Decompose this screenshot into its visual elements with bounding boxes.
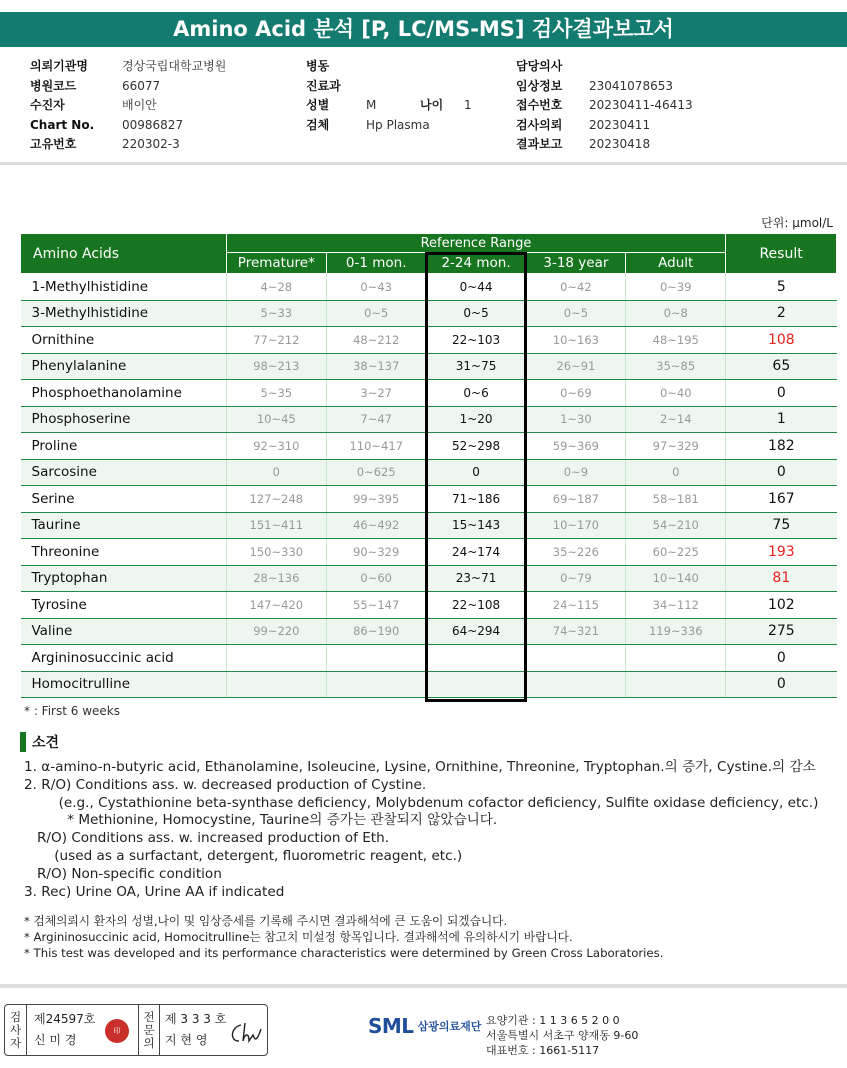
examiner-label-1: 검 (9, 1009, 22, 1024)
amino-acid-name: Tryptophan (21, 565, 227, 592)
remark-line: R/O) Conditions ass. w. increased production of Eth. (24, 830, 390, 847)
remark-line: 3. Rec) Urine OA, Urine AA if indicated (24, 883, 285, 900)
amino-acid-name: 1-Methylhistidine (21, 274, 227, 301)
examiner-info (34, 1009, 95, 1051)
reference-range-cell: 97~329 (626, 433, 726, 460)
sml-logo-mark: SML (368, 1014, 414, 1038)
specialist-label-2: 문 (143, 1022, 155, 1037)
reference-range-cell: 0~625 (326, 459, 426, 486)
result-value: 167 (726, 486, 837, 513)
receipt-no-value: 20230411-46413 (589, 98, 693, 112)
lab-phone: 대표번호 : 1661-5117 (486, 1044, 600, 1057)
reference-range-cell (526, 671, 626, 698)
lab-contact (486, 1013, 638, 1058)
requesting-institution-label: 의뢰기관명 (30, 59, 88, 73)
reference-range-cell: 0~39 (626, 274, 726, 301)
table-row (21, 539, 837, 566)
premature-footnote: * : First 6 weeks (24, 704, 120, 718)
reference-range-cell: 3~27 (326, 380, 426, 407)
result-value: 0 (726, 380, 837, 407)
table-row (21, 327, 837, 354)
reference-range-cell: 0~5 (526, 300, 626, 327)
report-title: Amino Acid 분석 [P, LC/MS-MS] 검사결과보고서 (0, 12, 847, 47)
reference-range-cell: 77~212 (226, 327, 326, 354)
specialist-label (138, 1005, 160, 1055)
amino-acid-name: Phenylalanine (21, 353, 227, 380)
reference-range-cell: 22~108 (426, 592, 526, 619)
reference-range-cell: 24~115 (526, 592, 626, 619)
reference-range-cell (526, 645, 626, 672)
reference-range-cell: 0~8 (626, 300, 726, 327)
result-value: 275 (726, 618, 837, 645)
examiner-id: 제24597호 (34, 1012, 96, 1026)
reference-range-cell: 59~369 (526, 433, 626, 460)
reference-range-cell: 151~411 (226, 512, 326, 539)
reference-range-cell: 150~330 (226, 539, 326, 566)
header-result: Result (726, 234, 837, 274)
reference-range-cell: 86~190 (326, 618, 426, 645)
amino-acid-name: Threonine (21, 539, 227, 566)
receipt-no-label: 접수번호 (516, 98, 563, 112)
result-value: 5 (726, 274, 837, 301)
amino-acid-name: Homocitrulline (21, 671, 227, 698)
table-row (21, 592, 837, 619)
amino-acid-name: Sarcosine (21, 459, 227, 486)
chart-no-label: Chart No. (30, 117, 95, 132)
result-value: 1 (726, 406, 837, 433)
reference-range-cell: 0~42 (526, 274, 626, 301)
report-date-label: 결과보고 (516, 137, 563, 151)
reference-range-cell: 48~195 (626, 327, 726, 354)
remarks-title: 소견 (32, 735, 60, 751)
sex-value: M (366, 98, 377, 112)
ward-label: 병동 (306, 59, 330, 73)
hospital-code-label: 병원코드 (30, 78, 77, 93)
reference-range-cell: 52~298 (426, 433, 526, 460)
amino-acid-name: 3-Methylhistidine (21, 300, 227, 327)
section-divider (0, 162, 847, 165)
reference-range-cell: 69~187 (526, 486, 626, 513)
header-amino-acids: Amino Acids (21, 234, 227, 274)
remark-line: (used as a surfactant, detergent, fluorometric reagent, etc.) (24, 847, 463, 864)
reference-range-cell: 0 (626, 459, 726, 486)
reference-range-cell: 1~20 (426, 406, 526, 433)
remarks-heading-bar (20, 732, 26, 752)
requesting-institution-value: 경상국립대학교병원 (122, 59, 227, 73)
examiner-name: 신 미 경 (34, 1033, 77, 1047)
remarks-heading (20, 732, 59, 752)
table-row (21, 300, 837, 327)
info-column-3 (516, 57, 693, 155)
header-reference-range: Reference Range (226, 234, 725, 253)
amino-acid-name: Phosphoethanolamine (21, 380, 227, 407)
patient-name-value: 배이안 (122, 98, 157, 112)
header-2-24-mon: 2-24 mon. (426, 253, 526, 274)
seal-stamp: 印 (105, 1019, 129, 1043)
age-value: 1 (464, 98, 472, 112)
reference-range-cell: 0~5 (326, 300, 426, 327)
reference-range-cell: 71~186 (426, 486, 526, 513)
specialist-label-1: 전 (143, 1009, 155, 1024)
reference-range-cell: 10~140 (626, 565, 726, 592)
amino-acid-name: Ornithine (21, 327, 227, 354)
reference-range-cell: 92~310 (226, 433, 326, 460)
amino-acid-table (20, 233, 837, 698)
reference-range-cell (426, 645, 526, 672)
note-line: * 검체의뢰시 환자의 성별,나이 및 임상증세를 기록해 주시면 결과해석에 큰 도움이 되겠습니다. (24, 914, 508, 928)
age-label: 나이 (420, 98, 444, 112)
table-row (21, 671, 837, 698)
reference-range-cell: 0~40 (626, 380, 726, 407)
reference-range-cell: 127~248 (226, 486, 326, 513)
result-value: 0 (726, 645, 837, 672)
specimen-label: 검체 (306, 117, 330, 132)
reference-range-cell: 119~336 (626, 618, 726, 645)
amino-acid-name: Argininosuccinic acid (21, 645, 227, 672)
header-3-18-year: 3-18 year (526, 253, 626, 274)
reference-range-cell: 24~174 (426, 539, 526, 566)
request-date-value: 20230411 (589, 117, 651, 132)
reference-range-cell (426, 671, 526, 698)
clinical-info-label: 임상정보 (516, 78, 563, 93)
unique-no-value: 220302-3 (122, 137, 180, 151)
reference-range-cell (626, 645, 726, 672)
remark-line: * Methionine, Homocystine, Taurine의 증가는 관찰되지 않았습니다. (24, 812, 498, 829)
amino-acid-name: Proline (21, 433, 227, 460)
info-column-2 (306, 57, 472, 135)
specialist-name: 지 현 영 (165, 1033, 208, 1047)
reference-range-cell: 10~45 (226, 406, 326, 433)
reference-range-cell: 0~43 (326, 274, 426, 301)
request-date-label: 검사의뢰 (516, 117, 563, 132)
reference-range-cell: 64~294 (426, 618, 526, 645)
reference-range-cell: 5~35 (226, 380, 326, 407)
lab-address: 서울특별시 서초구 양재동 9-60 (486, 1029, 639, 1042)
note-line: * Argininosuccinic acid, Homocitrulline는 참고치 미설정 항목입니다. 결과해석에 유의하시기 바랍니다. (24, 930, 573, 945)
result-value: 102 (726, 592, 837, 619)
report-date-value: 20230418 (589, 137, 651, 151)
result-value: 0 (726, 459, 837, 486)
lab-name: 삼광의료재단 (417, 1020, 482, 1033)
result-value: 2 (726, 300, 837, 327)
reference-range-cell: 60~225 (626, 539, 726, 566)
examiner-label-2: 사 (9, 1022, 22, 1037)
result-value: 182 (726, 433, 837, 460)
dept-label: 진료과 (306, 78, 341, 93)
reference-range-cell: 58~181 (626, 486, 726, 513)
reference-range-cell: 147~420 (226, 592, 326, 619)
amino-acid-name: Taurine (21, 512, 227, 539)
reference-range-cell: 0 (226, 459, 326, 486)
reference-range-cell: 48~212 (326, 327, 426, 354)
specialist-label-3: 의 (143, 1035, 155, 1050)
reference-range-cell: 46~492 (326, 512, 426, 539)
remark-line: 1. α-amino-n-butyric acid, Ethanolamine, Isoleucine, Lysine, Ornithine, Threonine, Tryptophan.의 증가, Cystine.의 감소 (24, 759, 816, 775)
signature-box (4, 1004, 268, 1056)
examiner-label (5, 1005, 27, 1055)
reference-range-cell: 98~213 (226, 353, 326, 380)
reference-range-cell (226, 645, 326, 672)
info-column-1 (30, 57, 226, 155)
reference-range-cell: 0~6 (426, 380, 526, 407)
unique-no-label: 고유번호 (30, 137, 77, 151)
reference-range-cell: 15~143 (426, 512, 526, 539)
remark-line: (e.g., Cystathionine beta-synthase deficiency, Molybdenum cofactor deficiency, Sulfite oxidase deficiency, etc.) (24, 794, 819, 811)
table-row (21, 486, 837, 513)
table-row (21, 274, 837, 301)
result-value: 65 (726, 353, 837, 380)
result-value: 108 (726, 327, 837, 354)
lab-logo (368, 1014, 481, 1038)
attending-doctor-label: 담당의사 (516, 59, 563, 73)
result-value: 0 (726, 671, 837, 698)
patient-name-label: 수진자 (30, 98, 65, 112)
report-notes (24, 913, 663, 962)
reference-range-cell: 90~329 (326, 539, 426, 566)
table-row (21, 380, 837, 407)
table-row (21, 353, 837, 380)
reference-range-cell: 28~136 (226, 565, 326, 592)
reference-range-cell: 35~85 (626, 353, 726, 380)
reference-range-cell (626, 671, 726, 698)
result-value: 193 (726, 539, 837, 566)
reference-range-cell: 4~28 (226, 274, 326, 301)
amino-acid-name: Tyrosine (21, 592, 227, 619)
specimen-value: Hp Plasma (366, 117, 430, 132)
specialist-info (165, 1009, 226, 1051)
unit-label: 단위: μmol/L (761, 216, 833, 230)
reference-range-cell (326, 645, 426, 672)
clinical-info-value: 23041078653 (589, 78, 673, 93)
remarks-body (24, 759, 818, 901)
header-0-1-mon: 0-1 mon. (326, 253, 426, 274)
reference-range-cell: 0~79 (526, 565, 626, 592)
reference-range-cell: 110~417 (326, 433, 426, 460)
result-value: 75 (726, 512, 837, 539)
reference-range-cell: 22~103 (426, 327, 526, 354)
footer-divider (0, 984, 847, 988)
reference-range-cell: 5~33 (226, 300, 326, 327)
table-row (21, 406, 837, 433)
hospital-code-value: 66077 (122, 78, 161, 93)
reference-range-cell: 0 (426, 459, 526, 486)
reference-range-cell: 34~112 (626, 592, 726, 619)
reference-range-cell: 55~147 (326, 592, 426, 619)
reference-range-cell (226, 671, 326, 698)
table-row (21, 618, 837, 645)
note-line: * This test was developed and its performance characteristics were determined by Green Cross Laboratories. (24, 946, 664, 961)
reference-range-cell: 0~60 (326, 565, 426, 592)
reference-range-cell: 0~9 (526, 459, 626, 486)
remark-line: R/O) Non-specific condition (24, 865, 222, 882)
reference-range-cell: 1~30 (526, 406, 626, 433)
table-row (21, 512, 837, 539)
table-row (21, 459, 837, 486)
table-row (21, 565, 837, 592)
reference-range-cell: 54~210 (626, 512, 726, 539)
reference-range-cell: 38~137 (326, 353, 426, 380)
table-row (21, 433, 837, 460)
amino-acid-name: Phosphoserine (21, 406, 227, 433)
table-row (21, 645, 837, 672)
reference-range-cell: 74~321 (526, 618, 626, 645)
reference-range-cell: 0~69 (526, 380, 626, 407)
handwritten-signature (227, 1021, 265, 1047)
chart-no-value: 00986827 (122, 117, 184, 132)
reference-range-cell: 10~163 (526, 327, 626, 354)
reference-range-cell: 0~44 (426, 274, 526, 301)
reference-range-cell (326, 671, 426, 698)
reference-range-cell: 0~5 (426, 300, 526, 327)
result-value: 81 (726, 565, 837, 592)
reference-range-cell: 31~75 (426, 353, 526, 380)
lab-code: 요양기관 : 1 1 3 6 5 2 0 0 (486, 1014, 620, 1027)
sex-label: 성별 (306, 98, 330, 112)
reference-range-cell: 2~14 (626, 406, 726, 433)
reference-range-cell: 35~226 (526, 539, 626, 566)
amino-acid-name: Valine (21, 618, 227, 645)
amino-acid-name: Serine (21, 486, 227, 513)
reference-range-cell: 99~220 (226, 618, 326, 645)
reference-range-cell: 10~170 (526, 512, 626, 539)
reference-range-cell: 23~71 (426, 565, 526, 592)
remark-line: 2. R/O) Conditions ass. w. decreased production of Cystine. (24, 776, 427, 793)
reference-range-cell: 7~47 (326, 406, 426, 433)
examiner-label-3: 자 (9, 1035, 22, 1050)
header-adult: Adult (626, 253, 726, 274)
header-premature: Premature* (226, 253, 326, 274)
specialist-id: 제 3 3 3 호 (165, 1012, 227, 1026)
reference-range-cell: 99~395 (326, 486, 426, 513)
reference-range-cell: 26~91 (526, 353, 626, 380)
